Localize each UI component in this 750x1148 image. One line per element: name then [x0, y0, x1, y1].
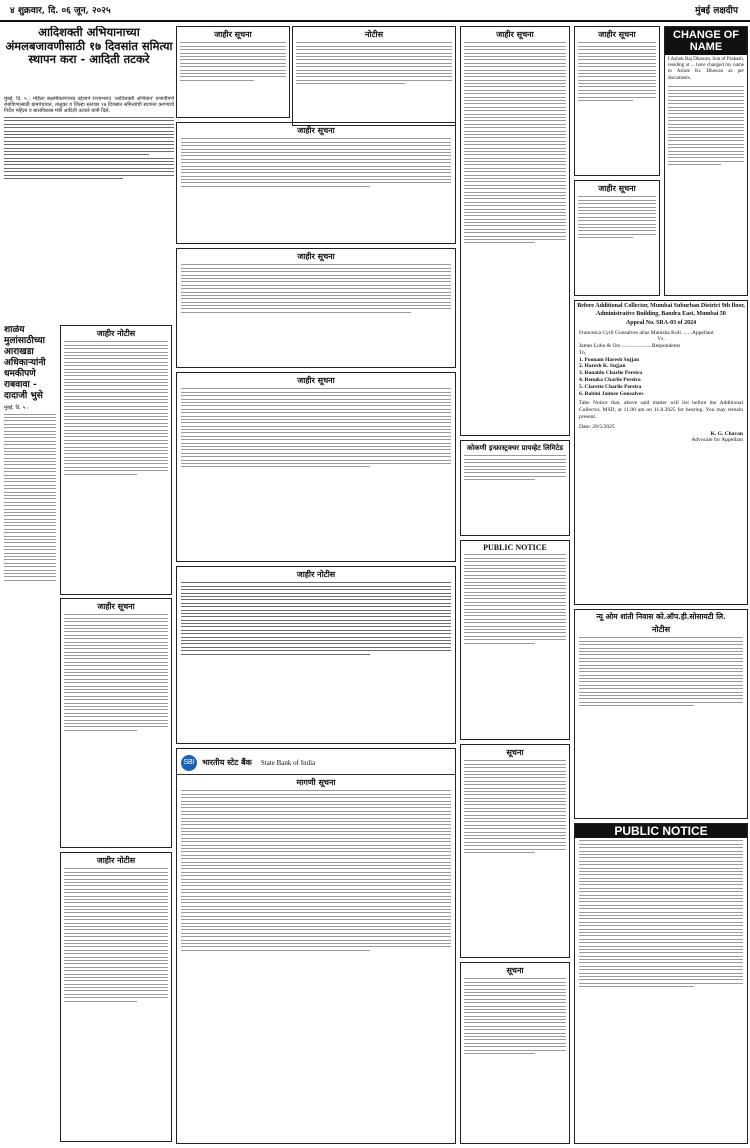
notice-box-col5-1: [574, 26, 660, 176]
bottom-public-notice-title: PUBLIC NOTICE: [575, 824, 747, 838]
issue-date: ४ शुक्रवार, दि. ०६ जून, २०२५: [10, 6, 111, 16]
side-story-headline: शाळेय मुलांसाठीच्या आराखडा अधिकाऱ्यांनी धमकीपणे राबवावा - दादाजी भुसे: [4, 325, 46, 401]
court-respondent: 1. Poonam Haresh Sujjan: [579, 356, 640, 363]
lead-headline-box: [4, 26, 174, 94]
notice-heading: जाहीर सूचना: [496, 29, 534, 39]
court-respondent: 4. Renuka Charlie Pereira: [579, 377, 641, 384]
court-title: Before Additional Collector, Mumbai Suburban District 9th floor, Administrative Building, Bandra East, Mumbai 50: [577, 303, 745, 317]
notice-heading: जाहीर सूचना: [214, 29, 252, 39]
change-of-name-text: I Ashok Raj Dhawan, Son of Prakash, residing at ... have changed my name to Ashok Kr. Dhawan as per documents.: [668, 57, 744, 81]
public-notice-col4: [460, 540, 570, 740]
notice-box-wide-2: [176, 372, 456, 562]
notice-box-wide-3: [176, 566, 456, 744]
kokan-title: कोकणी इन्फ्रास्ट्रक्चर प्रायव्हेट लिमिटेड: [467, 443, 563, 452]
court-date: Date: 29/5/2025: [579, 423, 615, 430]
sbi-notice: [176, 748, 456, 1144]
notice-heading: जाहीर सूचना: [598, 183, 636, 193]
society-title: न्यू ओम शांती निवास को.ऑप.ही.सोसायटी लि.: [596, 612, 726, 621]
notice-box-left-2: [60, 598, 172, 848]
sbi-notice-heading: मागणी सूचना: [296, 777, 336, 787]
newspaper-name: मुंबई लक्षदीप: [695, 6, 738, 16]
sbi-name: भारतीय स्टेट बैंक: [202, 757, 252, 767]
notice-heading: जाहीर सूचना: [97, 601, 135, 611]
notice-heading: जाहीर नोटीस: [96, 855, 136, 865]
notice-heading: जाहीर सूचना: [297, 251, 335, 261]
court-respondent: 2. Haresh K. Sujjan: [579, 363, 626, 370]
bottom-public-notice: [574, 823, 748, 1144]
notice-box-col2-mid: [176, 122, 456, 244]
notice-box-col3-top: [292, 26, 456, 126]
notice-heading: सूचना: [506, 965, 524, 975]
court-to: To,: [579, 349, 587, 356]
notice-heading: जाहीर सूचना: [297, 375, 335, 385]
lead-headline: आदिशक्ती अभियानाच्या अंमलबजावणीसाठी १७ दिवसांत समित्या स्थापन करा - आदिती तटकरे: [5, 26, 173, 66]
court-appeal: Appeal No. SRA-03 of 2024: [625, 320, 697, 326]
suchana-col4-2: [460, 962, 570, 1144]
notice-heading: नोटीस: [651, 624, 671, 634]
notice-heading: नोटीस: [364, 29, 384, 39]
suchana-col4: [460, 744, 570, 958]
kokan-notice: [460, 440, 570, 536]
court-notice: [574, 300, 748, 605]
notice-heading: जाहीर नोटीस: [296, 569, 336, 579]
sbi-logo: SBI: [181, 755, 197, 771]
change-of-name-title: CHANGE OF NAME: [665, 27, 747, 55]
notice-heading: PUBLIC NOTICE: [483, 543, 547, 552]
court-respondent: 6. Robini Jaimee Gonsalves: [579, 390, 644, 397]
court-respondent-head: James Lobo & Ors ......................Respondents: [579, 343, 681, 350]
sbi-name-en: State Bank of India: [260, 758, 316, 767]
header-rule: [0, 20, 750, 22]
lead-dateline: मुंबई, दि. ५ : महिला सक्षमीकरणाच्या उद्देशाने राज्यभरात 'आदिशक्ती अभियान' प्रभावीपणे राबविण्यासाठी ग्रामपंचायत, तालुका व जिल्हा स्तरावर १७ दिवसांत समित्यांची स्थापना करण्याचे निर्देश महिला व बालविकास मंत्री आदिती तटकरे यांनी दिले.: [4, 96, 174, 115]
notice-heading: जाहीर नोटीस: [96, 328, 136, 338]
notice-box-col4-1: [460, 26, 570, 436]
court-sign: K. G. Chavan: [710, 430, 743, 437]
side-story: [4, 325, 56, 1145]
notice-box-wide-1: [176, 248, 456, 368]
notice-box-col5-2: [574, 180, 660, 296]
notice-box-col2-top: [176, 26, 290, 118]
court-vs: Vs.: [657, 336, 665, 343]
notice-box-left-3: [60, 852, 172, 1142]
society-notice: [574, 609, 748, 819]
notice-heading: सूचना: [506, 747, 524, 757]
change-of-name: [664, 26, 748, 296]
court-respondent: 5. Clarette Charlie Pereira: [579, 383, 642, 390]
court-sign-title: Advocate for Appellant: [691, 437, 743, 444]
notice-heading: जाहीर सूचना: [598, 29, 636, 39]
court-footer: Take Notice that, above said matter will list before the Additional Collector, MSD, at 11.00 am on 11.6.2025 for hearing. You may remain present.: [579, 400, 743, 421]
lead-body: [4, 96, 174, 236]
court-appellant: Francesca Cyril Gonsalves alias Manisha Koli .......Appellant: [579, 329, 714, 336]
court-respondent: 3. Ronaldo Charlie Pereira: [579, 370, 643, 377]
side-story-dateline: मुंबई, दि. ५ :: [4, 405, 29, 411]
notice-heading: जाहीर सूचना: [297, 125, 335, 135]
notice-box-left-1: [60, 325, 172, 595]
